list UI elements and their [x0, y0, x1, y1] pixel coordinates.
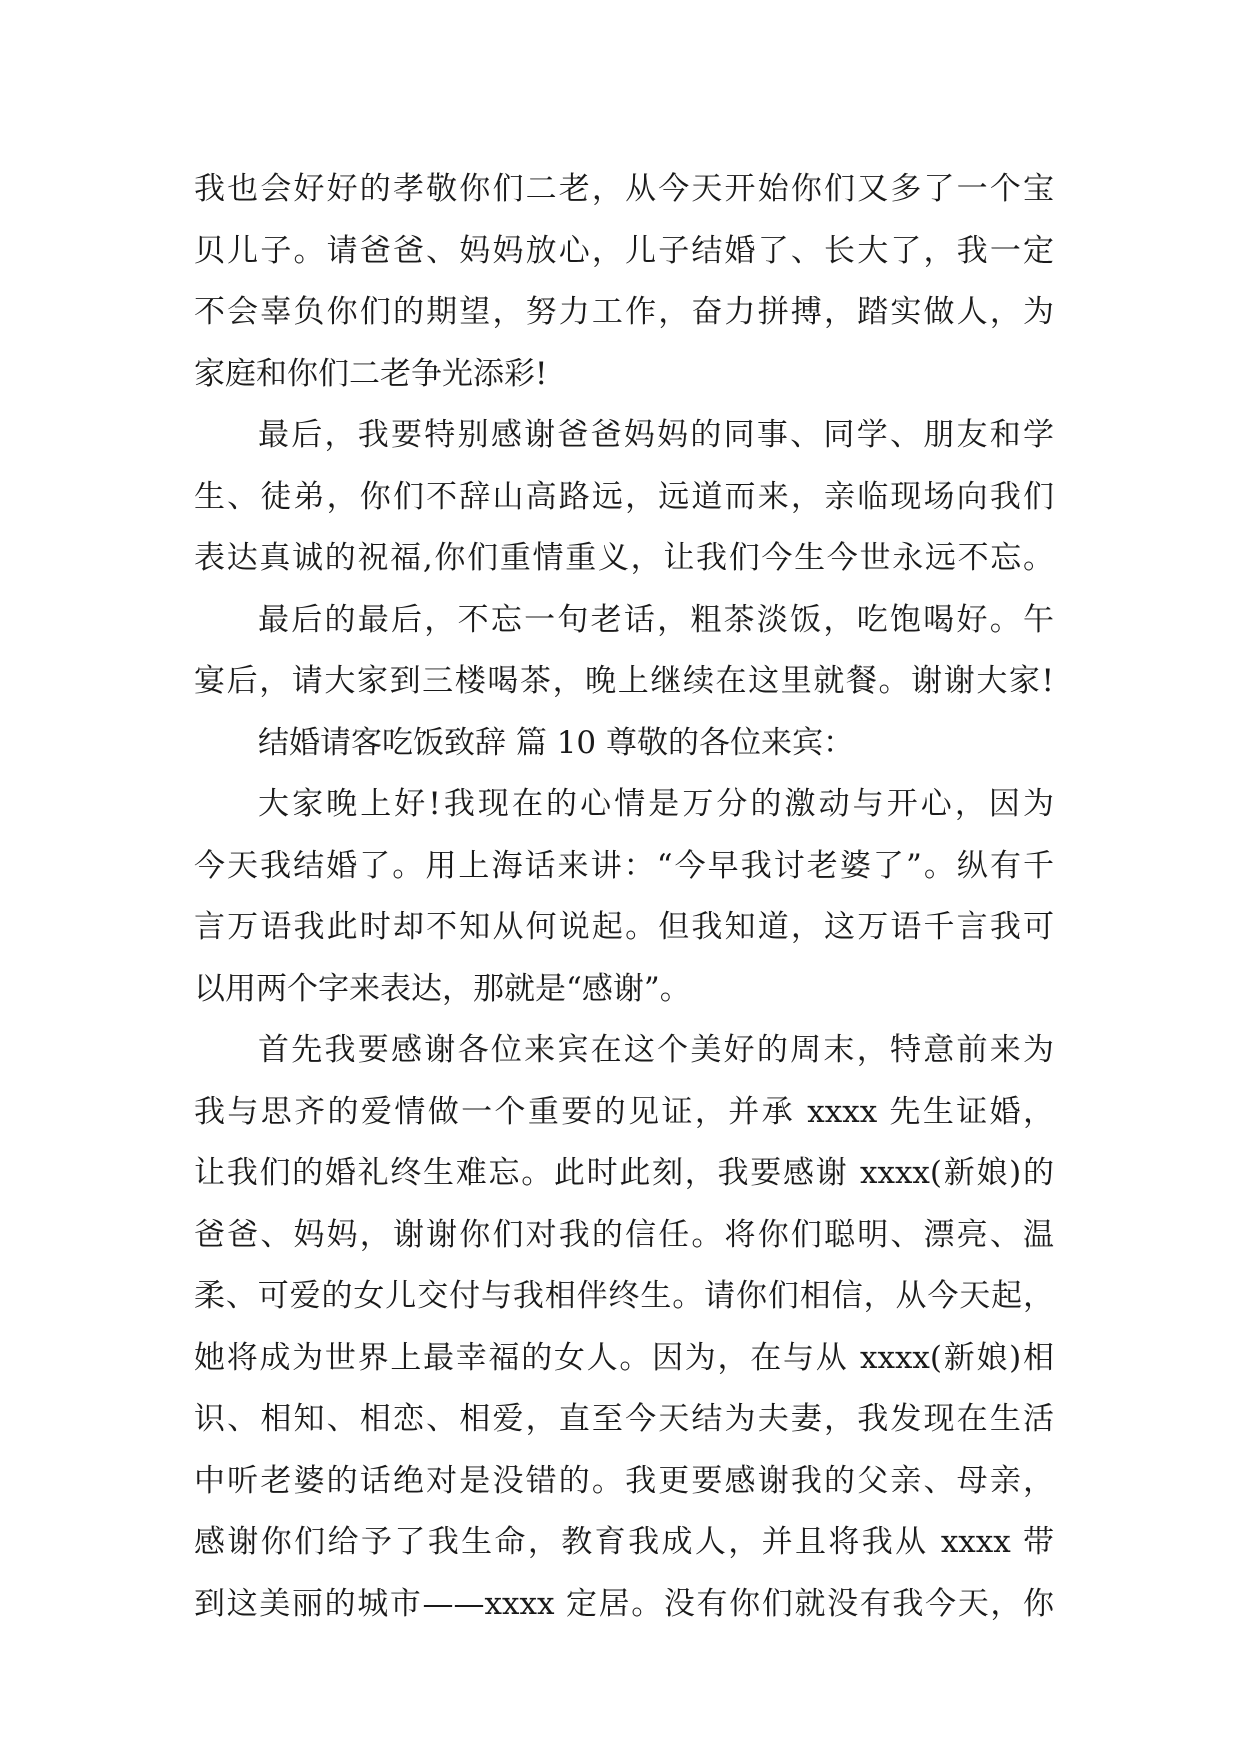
text-line: 最后，我要特别感谢爸爸妈妈的同事、同学、朋友和学 [258, 417, 1054, 453]
text-line: 柔、可爱的女儿交付与我相伴终生。请你们相信，从今天起， [194, 1278, 1054, 1314]
text-line: 中听老婆的话绝对是没错的。我更要感谢我的父亲、母亲， [194, 1462, 1054, 1499]
text-line: 到这美丽的城市——xxxx 定居。没有你们就没有我今天，你 [194, 1585, 1054, 1622]
text-line: 我也会好好的孝敬你们二老，从今天开始你们又多了一个宝 [194, 171, 1054, 207]
text-line: 我与思齐的爱情做一个重要的见证，并承 xxxx 先生证婚， [194, 1093, 1054, 1130]
text-line: 她将成为世界上最幸福的女人。因为，在与从 xxxx(新娘)相 [194, 1339, 1054, 1376]
text-line: 言万语我此时却不知从何说起。但我知道，这万语千言我可 [194, 909, 1054, 945]
text-line: 表达真诚的祝福,你们重情重义，让我们今生今世永远不忘。 [194, 540, 1054, 576]
text-line: 今天我结婚了。用上海话来讲：“今早我讨老婆了”。纵有千 [194, 847, 1054, 884]
text-line: 大家晚上好!我现在的心情是万分的激动与开心，因为 [258, 786, 1054, 822]
text-line: 爸爸、妈妈，谢谢你们对我的信任。将你们聪明、漂亮、温 [194, 1216, 1054, 1253]
text-line: 感谢你们给予了我生命，教育我成人，并且将我从 xxxx 带 [194, 1524, 1054, 1560]
text-line: 以用两个字来表达，那就是“感谢”。 [194, 970, 691, 1007]
text-line: 贝儿子。请爸爸、妈妈放心，儿子结婚了、长大了，我一定 [194, 232, 1054, 269]
text-line: 家庭和你们二老争光添彩! [194, 355, 548, 392]
text-line: 让我们的婚礼终生难忘。此时此刻，我要感谢 xxxx(新娘)的 [194, 1155, 1054, 1191]
text-line: 生、徒弟，你们不辞山高路远，远道而来，亲临现场向我们 [194, 478, 1054, 515]
text-line: 识、相知、相恋、相爱，直至今天结为夫妻，我发现在生活 [194, 1401, 1054, 1437]
text-line: 结婚请客吃饭致辞 篇 10 尊敬的各位来宾： [258, 724, 855, 761]
text-line: 宴后，请大家到三楼喝茶，晚上继续在这里就餐。谢谢大家! [194, 663, 1054, 699]
document-body [194, 159, 1054, 1635]
text-line: 不会辜负你们的期望，努力工作，奋力拼搏，踏实做人，为 [194, 294, 1054, 330]
text-line: 首先我要感谢各位来宾在这个美好的周末，特意前来为 [258, 1032, 1054, 1068]
text-line: 最后的最后，不忘一句老话，粗茶淡饭，吃饱喝好。午 [258, 601, 1054, 638]
